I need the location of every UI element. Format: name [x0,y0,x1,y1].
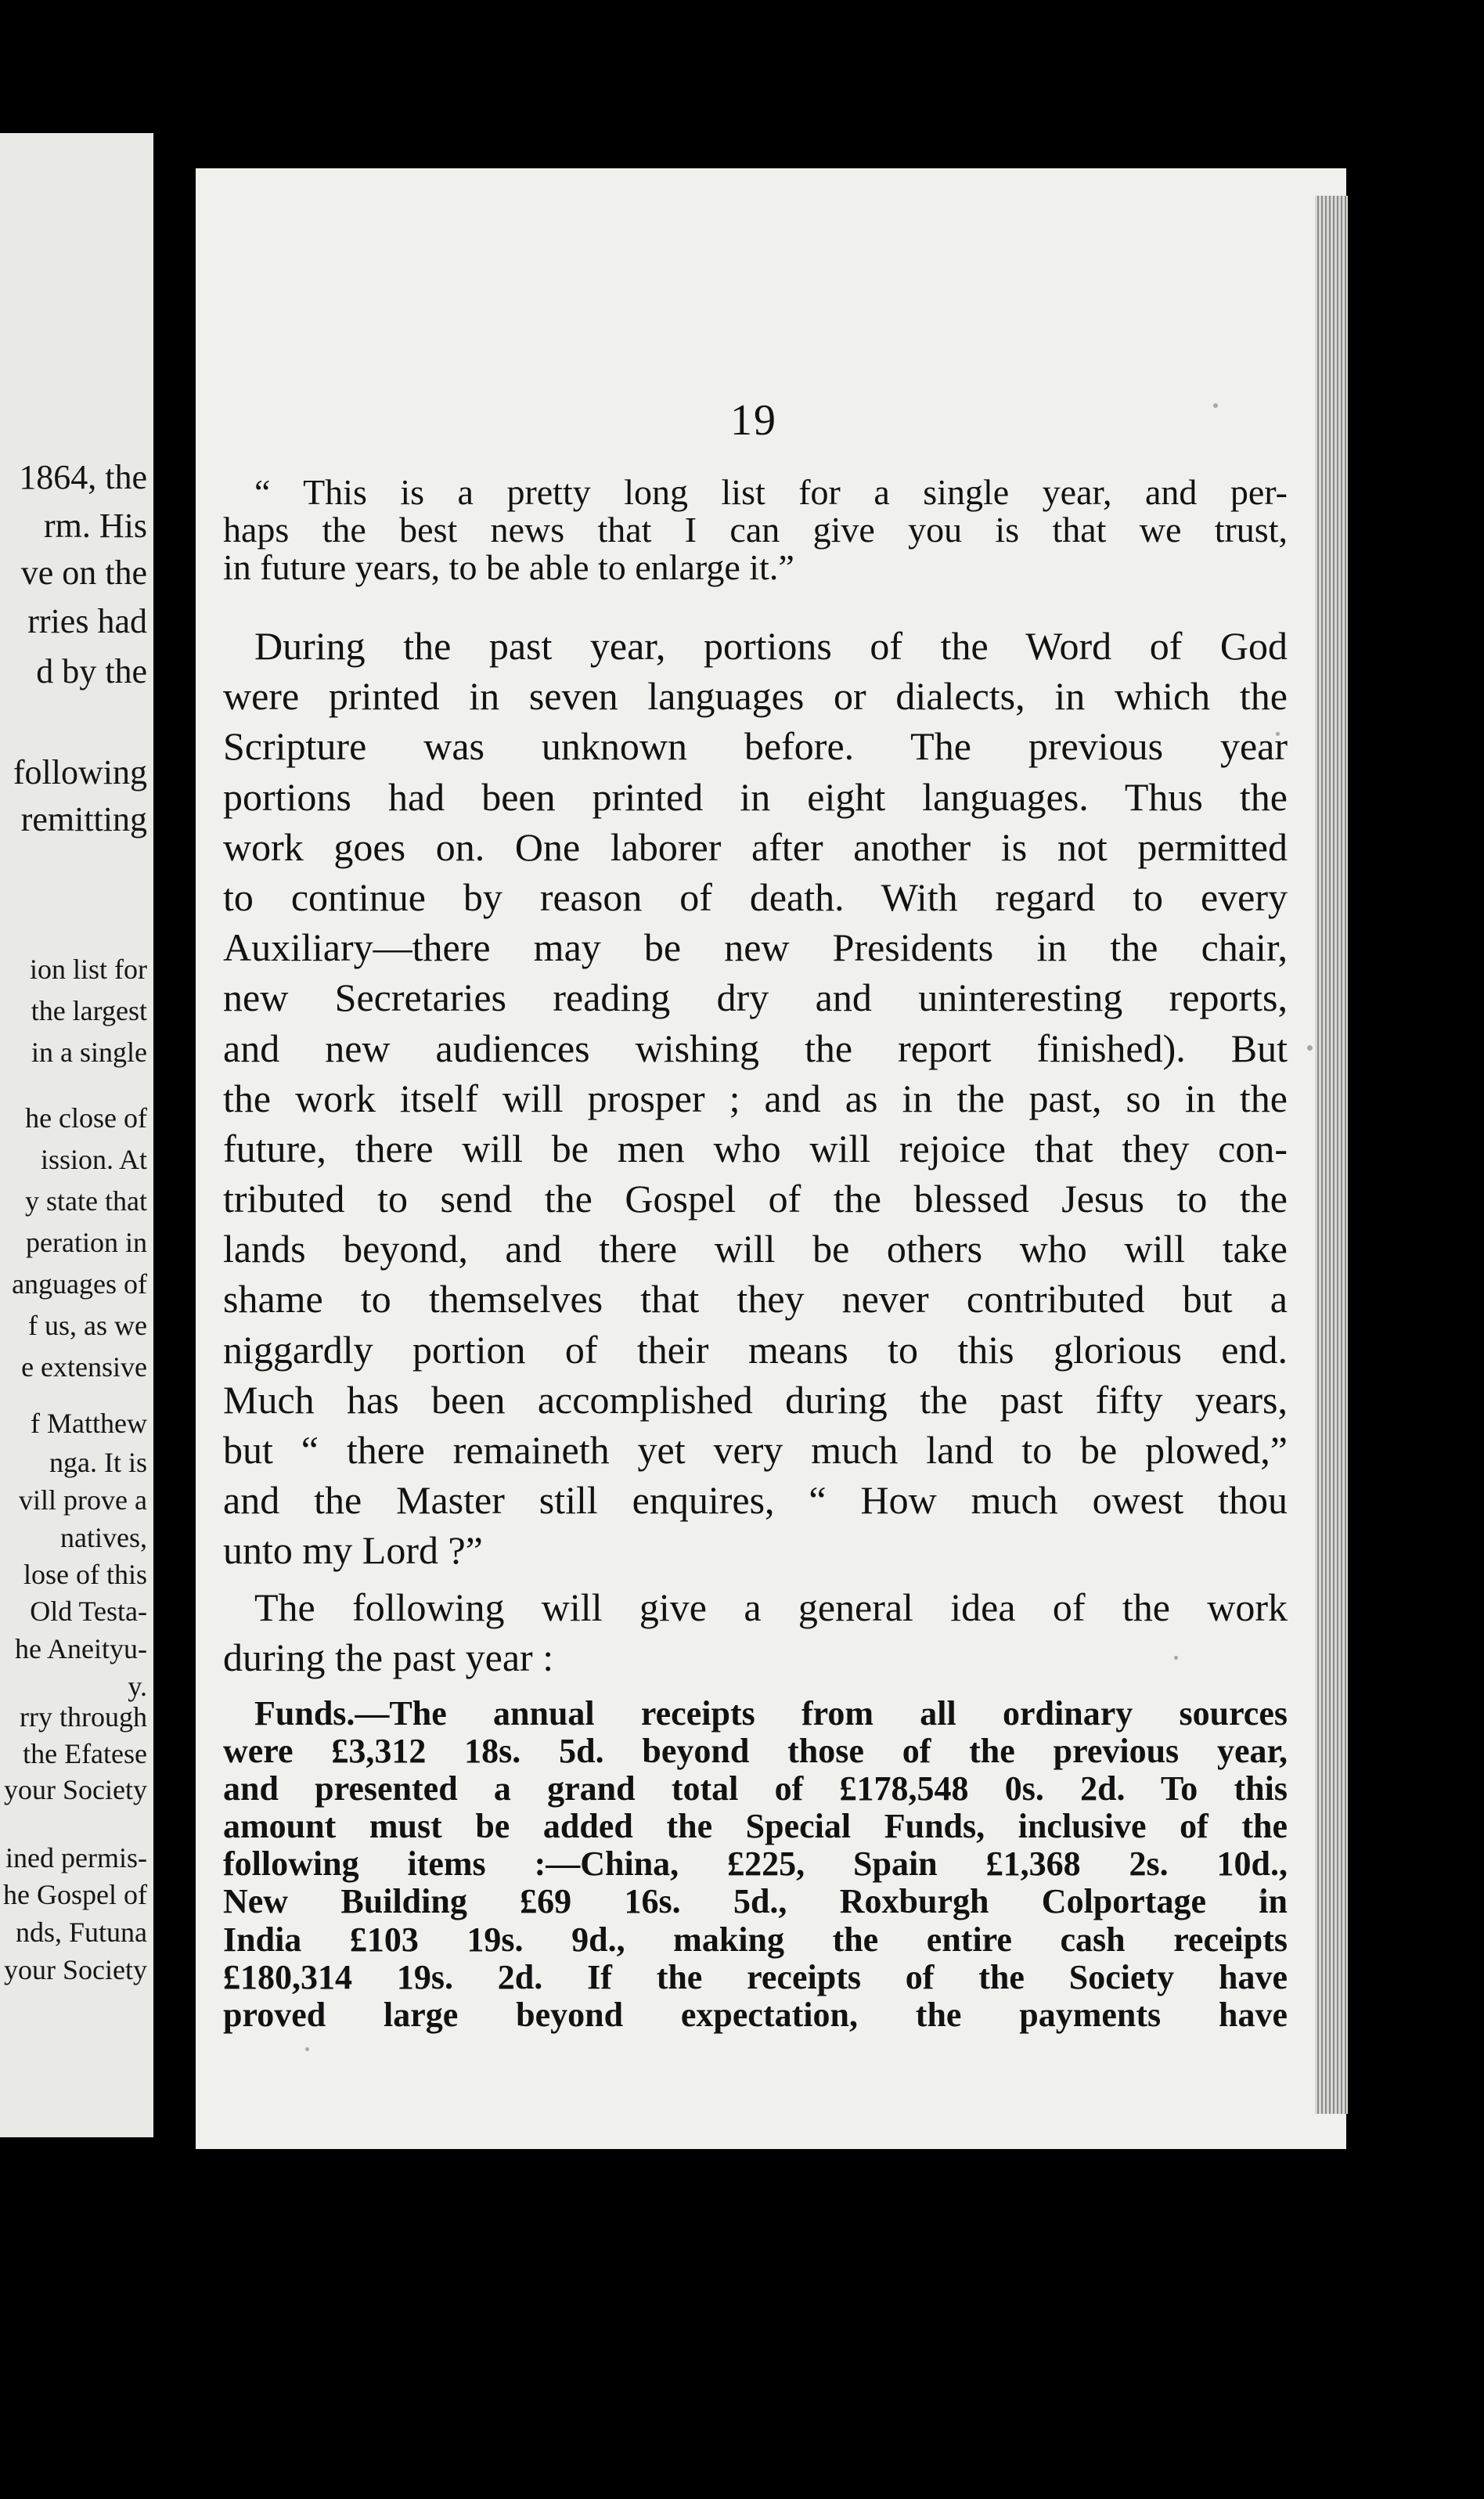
left-page-line: 1864, the [19,458,147,496]
body-line: unto my Lord ?” [223,1528,483,1573]
left-page-line: rries had [27,602,147,640]
body-line: but “ there remaineth yet very much land to be plowed,” [223,1428,1288,1472]
left-page-line: rry through [20,1701,147,1733]
left-page-line: ve on the [20,554,147,592]
quotation-line: “ This is a pretty long list for a single year, and per- [254,472,1288,512]
funds-line: were £3,312 18s. 5d. beyond those of the previous year, [223,1732,1288,1771]
quotation-line: in future years, to be able to enlarge it.” [223,547,794,587]
funds-line: India £103 19s. 9d., making the entire cash receipts [223,1920,1288,1959]
body-line: the work itself will prosper ; and as in the past, so in the [223,1076,1288,1120]
left-page-line: he Gospel of [3,1879,147,1910]
previous-page-fragment [0,133,153,2137]
body-line: lands beyond, and there will be others who will take [223,1227,1288,1271]
book-page [196,168,1346,2149]
body-line: Auxiliary—there may be new Presidents in the chair, [223,925,1288,970]
body-line: Much has been accomplished during the past fifty years, [223,1377,1288,1422]
funds-line: following items :—China, £225, Spain £1,368 2s. 10d., [223,1844,1288,1884]
left-page-line: vill prove a [19,1484,147,1516]
body-line: and the Master still enquires, “ How much owest thou [223,1478,1288,1523]
left-page-line: d by the [36,652,147,691]
funds-line: Funds.—The annual receipts from all ordinary sources [254,1694,1288,1733]
quotation-paragraph [223,474,1288,586]
left-page-line: y state that [25,1185,147,1217]
left-page-line: ission. At [40,1144,147,1175]
left-page-line: in a single [31,1037,147,1068]
page-block-edge [1315,196,1348,2114]
left-page-line: he close of [25,1102,147,1134]
left-page-line: y. [128,1671,147,1702]
left-page-line: natives, [60,1522,147,1553]
funds-line: amount must be added the Special Funds, inclusive of the [223,1807,1288,1846]
left-page-line: remitting [20,800,147,838]
body-line: new Secretaries reading dry and uninteresting reports, [223,975,1288,1020]
left-page-line: f us, as we [28,1310,147,1341]
body-paragraph [223,621,1288,1576]
funds-paragraph [223,1695,1288,2034]
body-line: to continue by reason of death. With regard to every [223,874,1288,919]
left-page-line: ined permis- [5,1842,147,1873]
left-page-line: anguages of [12,1268,147,1300]
quotation-line: haps the best news that I can give you is that we trust, [223,510,1288,550]
body-line: Scripture was unknown before. The previous year [223,724,1288,769]
left-page-line: your Society [4,1774,147,1805]
left-page-line: f Matthew [31,1408,147,1439]
body-line: work goes on. One laborer after another is not permitted [223,824,1288,869]
left-page-line: lose of this [23,1559,147,1590]
funds-line: New Building £69 16s. 5d., Roxburgh Colportage in [223,1882,1288,1921]
left-page-line: rm. His [44,507,147,545]
funds-line: and presented a grand total of £178,548 0s. 2d. To this [223,1769,1288,1808]
funds-line: £180,314 19s. 2d. If the receipts of the Society have [223,1957,1288,1996]
body-line: tributed to send the Gospel of the blessed Jesus to the [223,1177,1288,1221]
left-page-line: e extensive [21,1351,147,1383]
funds-line: proved large beyond expectation, the payments have [223,1995,1288,2034]
body-line: portions had been printed in eight languages. Thus the [223,774,1288,819]
body-line: The following will give a general idea of the work [254,1585,1288,1629]
left-page-line: he Aneityu- [15,1633,147,1664]
left-page-line: your Society [4,1954,147,1985]
left-page-line: Old Testa- [30,1596,147,1627]
left-page-line: peration in [26,1227,147,1258]
left-page-line: the largest [31,995,147,1026]
book-gutter [153,117,196,2169]
left-page-line: the Efatese [23,1738,147,1769]
left-page-line: nds, Futuna [15,1917,147,1948]
body-line: niggardly portion of their means to this glorious end. [223,1327,1288,1372]
body-line: shame to themselves that they never contributed but a [223,1277,1288,1322]
left-page-line: nga. It is [49,1447,147,1478]
page-number: 19 [730,396,777,445]
body-line: were printed in seven languages or dialects, in which the [223,674,1288,719]
body-line: and new audiences wishing the report finished). But [223,1026,1288,1070]
left-page-line: ion list for [30,954,147,985]
body-paragraph [223,1582,1288,1682]
left-page-line: following [13,753,147,792]
body-line: During the past year, portions of the Word of God [254,624,1288,668]
body-line: future, there will be men who will rejoice that they con- [223,1126,1288,1170]
body-line: during the past year : [223,1635,554,1680]
